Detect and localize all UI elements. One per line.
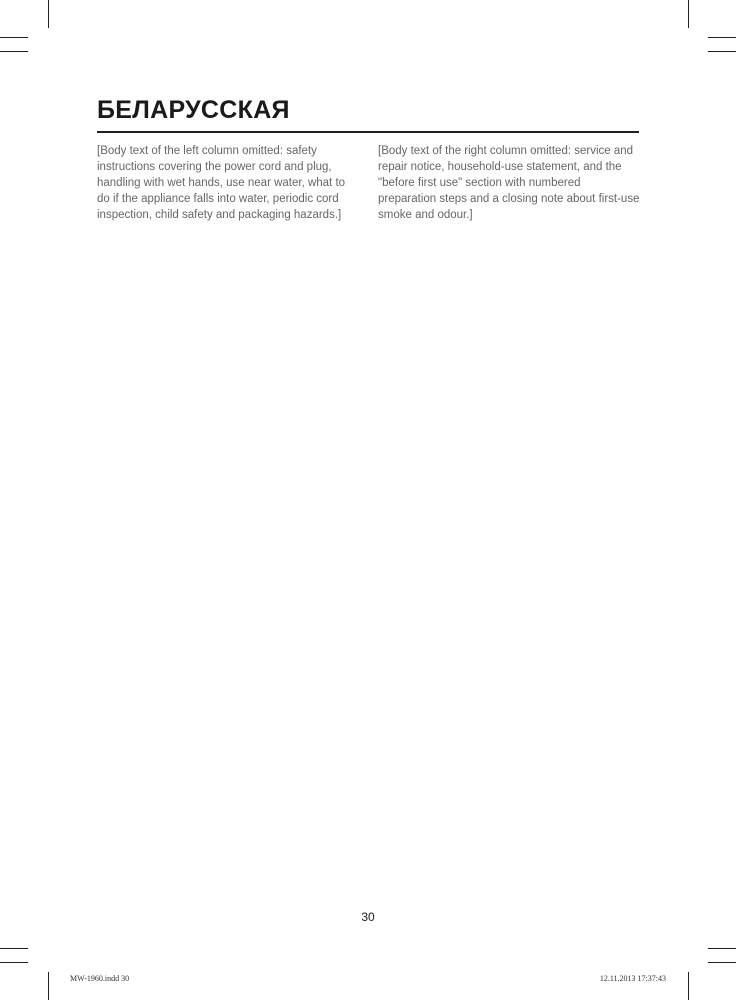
crop-mark <box>708 51 736 52</box>
left-column-note: [Body text of the left column omitted: safety instructions covering the power cord and plug, handling with wet hands, use near water, what to do if the appliance falls into water, periodic cord inspection, child safety and packaging hazards.] <box>97 145 346 221</box>
footer-timestamp: 12.11.2013 17:37:43 <box>599 974 666 983</box>
crop-mark <box>708 962 736 963</box>
right-column <box>378 143 640 233</box>
crop-mark <box>688 0 689 28</box>
left-column <box>97 143 359 233</box>
crop-mark <box>48 972 49 1000</box>
crop-mark <box>0 962 28 963</box>
crop-mark <box>48 0 49 28</box>
crop-mark <box>0 37 28 38</box>
right-column-note: [Body text of the right column omitted: service and repair notice, household-use statement, and the "before first use" section with numbered preparation steps and a closing note about first-use smoke and odour.] <box>378 145 640 221</box>
crop-mark <box>688 972 689 1000</box>
page-number: 30 <box>361 910 375 924</box>
title-rule <box>97 131 639 133</box>
crop-mark <box>708 37 736 38</box>
crop-mark <box>0 948 28 949</box>
crop-mark <box>0 51 28 52</box>
footer-file-info: MW-1960.indd 30 <box>70 974 130 983</box>
crop-mark <box>708 948 736 949</box>
page-title: БЕЛАРУССКАЯ <box>97 96 290 124</box>
